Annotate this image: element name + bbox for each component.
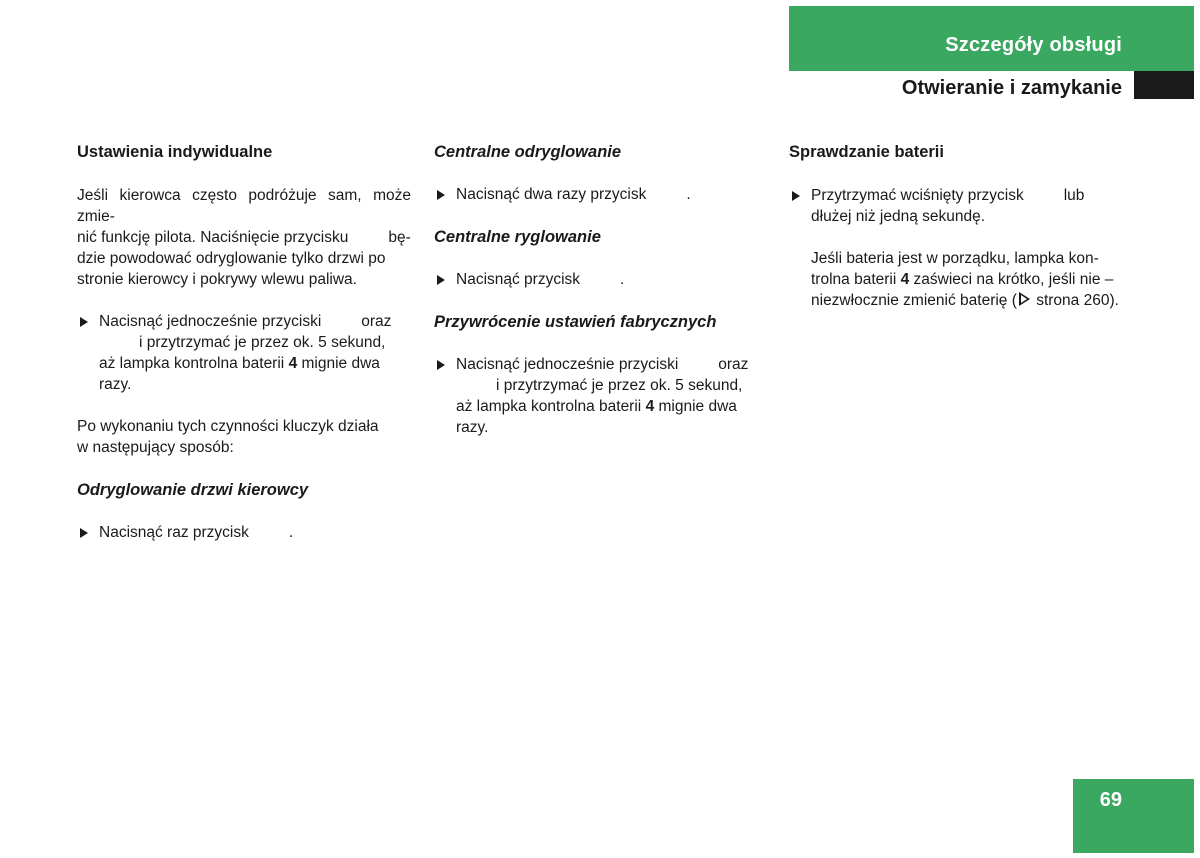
bullet-triangle-icon: [80, 317, 88, 327]
bullet-triangle-icon: [792, 191, 800, 201]
column-middle: [434, 141, 764, 459]
text-fragment: .: [686, 186, 691, 203]
text-fragment: mignie dwa: [658, 398, 737, 415]
text-line: Nacisnąć przycisk: [456, 271, 581, 288]
step-factory-reset: [434, 354, 764, 438]
text-fragment: .: [288, 524, 294, 541]
text-line: Po wykonaniu tych czynności kluczyk działa: [77, 418, 379, 435]
chapter-marker: [1134, 71, 1194, 99]
text-line: trolna baterii: [811, 271, 897, 288]
text-line: nić funkcję pilota. Naciśnięcie przycisku: [77, 229, 349, 246]
text-fragment: lub: [1063, 187, 1085, 204]
text-line: Jeśli bateria jest w porządku, lampka kon-: [811, 250, 1099, 267]
text-line: Nacisnąć jednocześnie przyciski: [456, 356, 679, 373]
heading-battery-check: Sprawdzanie baterii: [789, 143, 944, 161]
section-header-bar: [789, 6, 1194, 71]
text-fragment: bę-: [388, 229, 411, 246]
text-fragment: zaświeci na krótko, jeśli nie –: [913, 271, 1114, 288]
text-line: niezwłocznie zmienić baterię (: [811, 292, 1017, 309]
column-left: [77, 141, 411, 564]
paragraph-intro: [77, 185, 411, 290]
text-line: i przytrzymać je przez ok. 5 sekund,: [139, 334, 386, 351]
text-line: aż lampka kontrolna baterii: [99, 355, 285, 372]
text-fragment: oraz: [361, 313, 392, 330]
bullet-triangle-icon: [80, 528, 88, 538]
battery-lamp-ref: 4: [645, 398, 655, 415]
page-number: 69: [1099, 789, 1122, 811]
text-line: Przytrzymać wciśnięty przycisk: [811, 187, 1024, 204]
bullet-triangle-icon: [437, 190, 445, 200]
battery-lamp-ref: 4: [900, 271, 910, 288]
step-hold-button: [789, 185, 1123, 227]
heading-central-unlock: Centralne odryglowanie: [434, 143, 622, 161]
text-line: Nacisnąć dwa razy przycisk: [456, 186, 647, 203]
page-number-box: [1073, 779, 1194, 853]
battery-lamp-ref: 4: [288, 355, 298, 372]
text-line: aż lampka kontrolna baterii: [456, 398, 642, 415]
step-press-twice: [434, 184, 764, 205]
text-line: w następujący sposób:: [77, 439, 234, 456]
text-fragment: oraz: [718, 356, 749, 373]
text-line: dzie powodować odryglowanie tylko drzwi po: [77, 250, 386, 267]
step-press-both-buttons: [77, 311, 411, 395]
step-press-lock: [434, 269, 764, 290]
paragraph-after: [77, 416, 411, 458]
text-line: dłużej niż jedną sekundę.: [811, 208, 986, 225]
heading-individual-settings: Ustawienia indywidualne: [77, 143, 273, 161]
column-right: [789, 141, 1123, 332]
bullet-triangle-icon: [437, 360, 445, 370]
text-fragment: .: [620, 271, 625, 288]
step-press-once: [77, 522, 411, 543]
text-fragment: mignie dwa: [301, 355, 380, 372]
page-reference-icon: [1019, 292, 1030, 306]
text-line: Nacisnąć raz przycisk: [99, 524, 249, 541]
page-reference-link[interactable]: strona 260).: [1036, 292, 1119, 309]
chapter-title: Otwieranie i zamykanie: [901, 77, 1122, 99]
text-line: i przytrzymać je przez ok. 5 sekund,: [496, 377, 743, 394]
text-line: razy.: [456, 419, 489, 436]
heading-factory-reset: Przywrócenie ustawień fabrycznych: [434, 313, 717, 331]
text-line: Nacisnąć jednocześnie przyciski: [99, 313, 322, 330]
paragraph-battery-status: [789, 248, 1123, 311]
text-line: stronie kierowcy i pokrywy wlewu paliwa.: [77, 271, 357, 288]
heading-unlock-driver-door: Odryglowanie drzwi kierowcy: [77, 481, 309, 499]
text-line: Jeśli kierowca często podróżuje sam, może zmie-: [77, 187, 411, 225]
heading-central-lock: Centralne ryglowanie: [434, 228, 601, 246]
section-title: Szczegóły obsługi: [945, 34, 1122, 56]
text-line: razy.: [99, 376, 132, 393]
bullet-triangle-icon: [437, 275, 445, 285]
